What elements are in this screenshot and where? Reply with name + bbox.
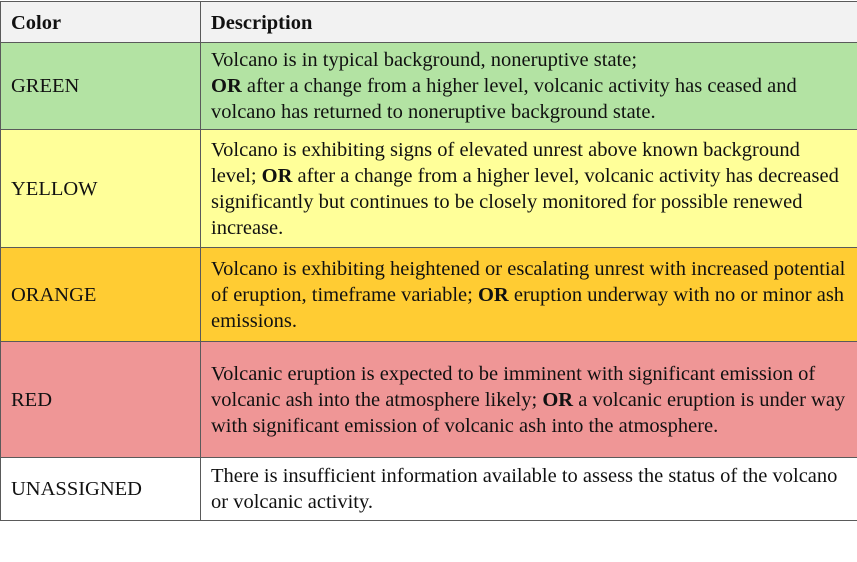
table-row-orange bbox=[1, 248, 857, 342]
or-keyword: OR bbox=[211, 75, 242, 97]
alert-level-label: UNASSIGNED bbox=[1, 458, 201, 521]
table-header-row bbox=[1, 2, 857, 43]
description-text: Volcanic eruption is expected to be imminent with significant emission of volcanic ash into the atmosphere likely; bbox=[211, 362, 816, 411]
description-text: after a change from a higher level, volcanic activity has ceased and volcano has returned to noneruptive background state. bbox=[211, 75, 797, 123]
or-keyword: OR bbox=[477, 283, 509, 306]
table-row-unassigned bbox=[1, 458, 857, 521]
description-text: Volcano is exhibiting signs of elevated unrest above known background level; bbox=[211, 138, 800, 187]
description-text: Volcano is exhibiting heightened or escalating unrest with increased potential of eruption, timeframe variable; bbox=[211, 257, 846, 306]
alert-level-description bbox=[201, 342, 857, 458]
or-keyword: OR bbox=[542, 388, 574, 411]
table-row-red bbox=[1, 342, 857, 458]
column-header-description: Description bbox=[201, 2, 857, 43]
alert-level-label: YELLOW bbox=[1, 130, 201, 248]
alert-level-label: GREEN bbox=[1, 43, 201, 130]
volcano-alert-level-table bbox=[0, 1, 857, 521]
or-keyword: OR bbox=[261, 164, 293, 187]
alert-level-label: RED bbox=[1, 342, 201, 458]
description-text: Volcano is in typical background, noneruptive state; bbox=[211, 49, 638, 71]
description-text: There is insufficient information available to assess the status of the volcano or volcanic activity. bbox=[211, 465, 838, 513]
alert-level-description bbox=[201, 43, 857, 130]
alert-level-description bbox=[201, 458, 857, 521]
column-header-color: Color bbox=[1, 2, 201, 43]
description-text: a volcanic eruption is under way with significant emission of volcanic ash into the atmosphere. bbox=[211, 388, 846, 437]
description-text: after a change from a higher level, volcanic activity has decreased significantly but continues to be closely monitored for possible renewed increase. bbox=[211, 164, 839, 239]
alert-level-description bbox=[201, 130, 857, 248]
description-text: eruption underway with no or minor ash emissions. bbox=[211, 283, 845, 332]
table-row-green bbox=[1, 43, 857, 130]
table-row-yellow bbox=[1, 130, 857, 248]
alert-level-label: ORANGE bbox=[1, 248, 201, 342]
alert-level-description bbox=[201, 248, 857, 342]
